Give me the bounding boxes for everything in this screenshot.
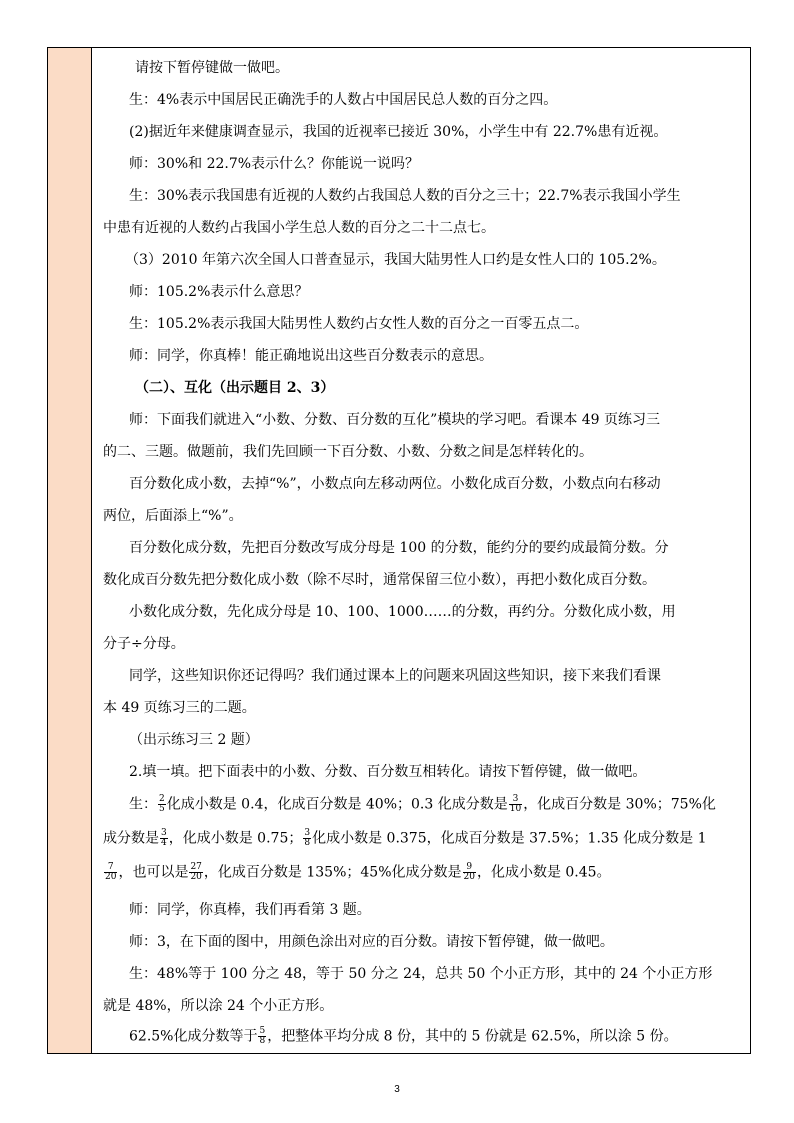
text-line: 百分数化成分数，先把百分数改写成分母是 100 的分数，能约分的要约成最简分数。分: [129, 540, 669, 556]
text-line: 师：105.2%表示什么意思？: [129, 284, 309, 300]
text-line: 数化成百分数先把分数化成小数（除不尽时，通常保留三位小数），再把小数化成百分数。: [103, 572, 656, 588]
fraction: $\frac{5}{8}$: [259, 1026, 266, 1046]
text-line: (2)据近年来健康调查显示，我国的近视率已接近 30%，小学生中有 22.7%患有近视。: [129, 124, 668, 140]
fraction-line: 生： $\frac{2}{5}$ 化成小数是 0.4，化成百分数是 40%；0.3 化成分数是 $\frac{3}{10}$ ，化成百分数是 30%；75%化: [129, 794, 716, 814]
lesson-table: [47, 47, 751, 1054]
fraction-line: 成分数是 $\frac{3}{4}$ ，化成小数是 0.75； $\frac{3}{8}$ 化成小数是 0.375，化成百分数是 37.5%；1.35 化成分数是 1: [103, 828, 707, 848]
text-line: 师：同学，你真棒！能正确地说出这些百分数表示的意思。: [129, 348, 493, 364]
text-line: 师：30%和 22.7%表示什么？你能说一说吗？: [129, 156, 420, 172]
text-line: 分子÷分母。: [103, 636, 185, 652]
section-heading: （二）、互化（出示题目 2、3）: [135, 380, 335, 396]
fraction: $\frac{2}{5}$: [159, 794, 165, 814]
text-line: 生：30%表示我国患有近视的人数约占我国总人数的百分之三十；22.7%表示我国小学生: [129, 188, 681, 204]
text-line: 师：3，在下面的图中，用颜色涂出对应的百分数。请按下暂停键，做一做吧。: [129, 934, 614, 950]
fraction: $\frac{3}{8}$: [304, 828, 311, 848]
text-line: 生：105.2%表示我国大陆男性人数约占女性人数的百分之一百零五点二。: [129, 316, 589, 332]
fraction: $\frac{3}{10}$: [509, 794, 522, 814]
text-line: （出示练习三 2 题）: [129, 732, 259, 748]
text-line: 师：同学，你真棒，我们再看第 3 题。: [129, 902, 371, 918]
text-line: 中患有近视的人数约占我国小学生总人数的百分之二十二点七。: [103, 220, 495, 236]
text-line: 请按下暂停键做一做吧。: [135, 60, 289, 76]
text-line: 百分数化成小数，去掉“%”，小数点向左移动两位。小数化成百分数，小数点向右移动: [129, 476, 661, 492]
text-line: 生：4%表示中国居民正确洗手的人数占中国居民总人数的百分之四。: [129, 92, 558, 108]
text-line: 两位，后面添上“%”。: [103, 508, 243, 524]
fraction: $\frac{9}{20}$: [463, 862, 475, 882]
fraction: $\frac{27}{20}$: [190, 862, 202, 882]
page-number: 3: [394, 1084, 400, 1095]
side-column: [48, 48, 92, 1053]
text-line: 就是 48%，所以涂 24 个小正方形。: [103, 998, 334, 1014]
text-line: 生：48%等于 100 分之 48，等于 50 分之 24，总共 50 个小正方形，其中的 24 个小正方形: [129, 966, 713, 982]
fraction-line: $\frac{7}{20}$ ，也可以是 $\frac{27}{20}$ ，化成百分数是 135%；45%化成分数是 $\frac{9}{20}$ ，化成小数是 0.45。: [105, 862, 611, 882]
text-line: （3）2010 年第六次全国人口普查显示，我国大陆男性人口约是女性人口的 105.2%。: [125, 252, 666, 268]
fraction: $\frac{3}{4}$: [161, 828, 167, 848]
fraction-line: 62.5%化成分数等于 $\frac{5}{8}$ ，把整体平均分成 8 份，其中的 5 份就是 62.5%，所以涂 5 份。: [129, 1026, 678, 1046]
text-line: 2.填一填。把下面表中的小数、分数、百分数互相转化。请按下暂停键，做一做吧。: [129, 764, 647, 780]
text-line: 本 49 页练习三的二题。: [103, 700, 256, 716]
text-line: 小数化成分数，先化成分母是 10、100、1000……的分数，再约分。分数化成小数，用: [129, 604, 676, 620]
fraction: $\frac{7}{20}$: [105, 862, 117, 882]
text-line: 师：下面我们就进入“小数、分数、百分数的互化”模块的学习吧。看课本 49 页练习三: [129, 412, 661, 428]
text-line: 的二、三题。做题前，我们先回顾一下百分数、小数、分数之间是怎样转化的。: [103, 444, 593, 460]
text-line: 同学，这些知识你还记得吗？我们通过课本上的问题来巩固这些知识，接下来我们看课: [129, 668, 661, 684]
